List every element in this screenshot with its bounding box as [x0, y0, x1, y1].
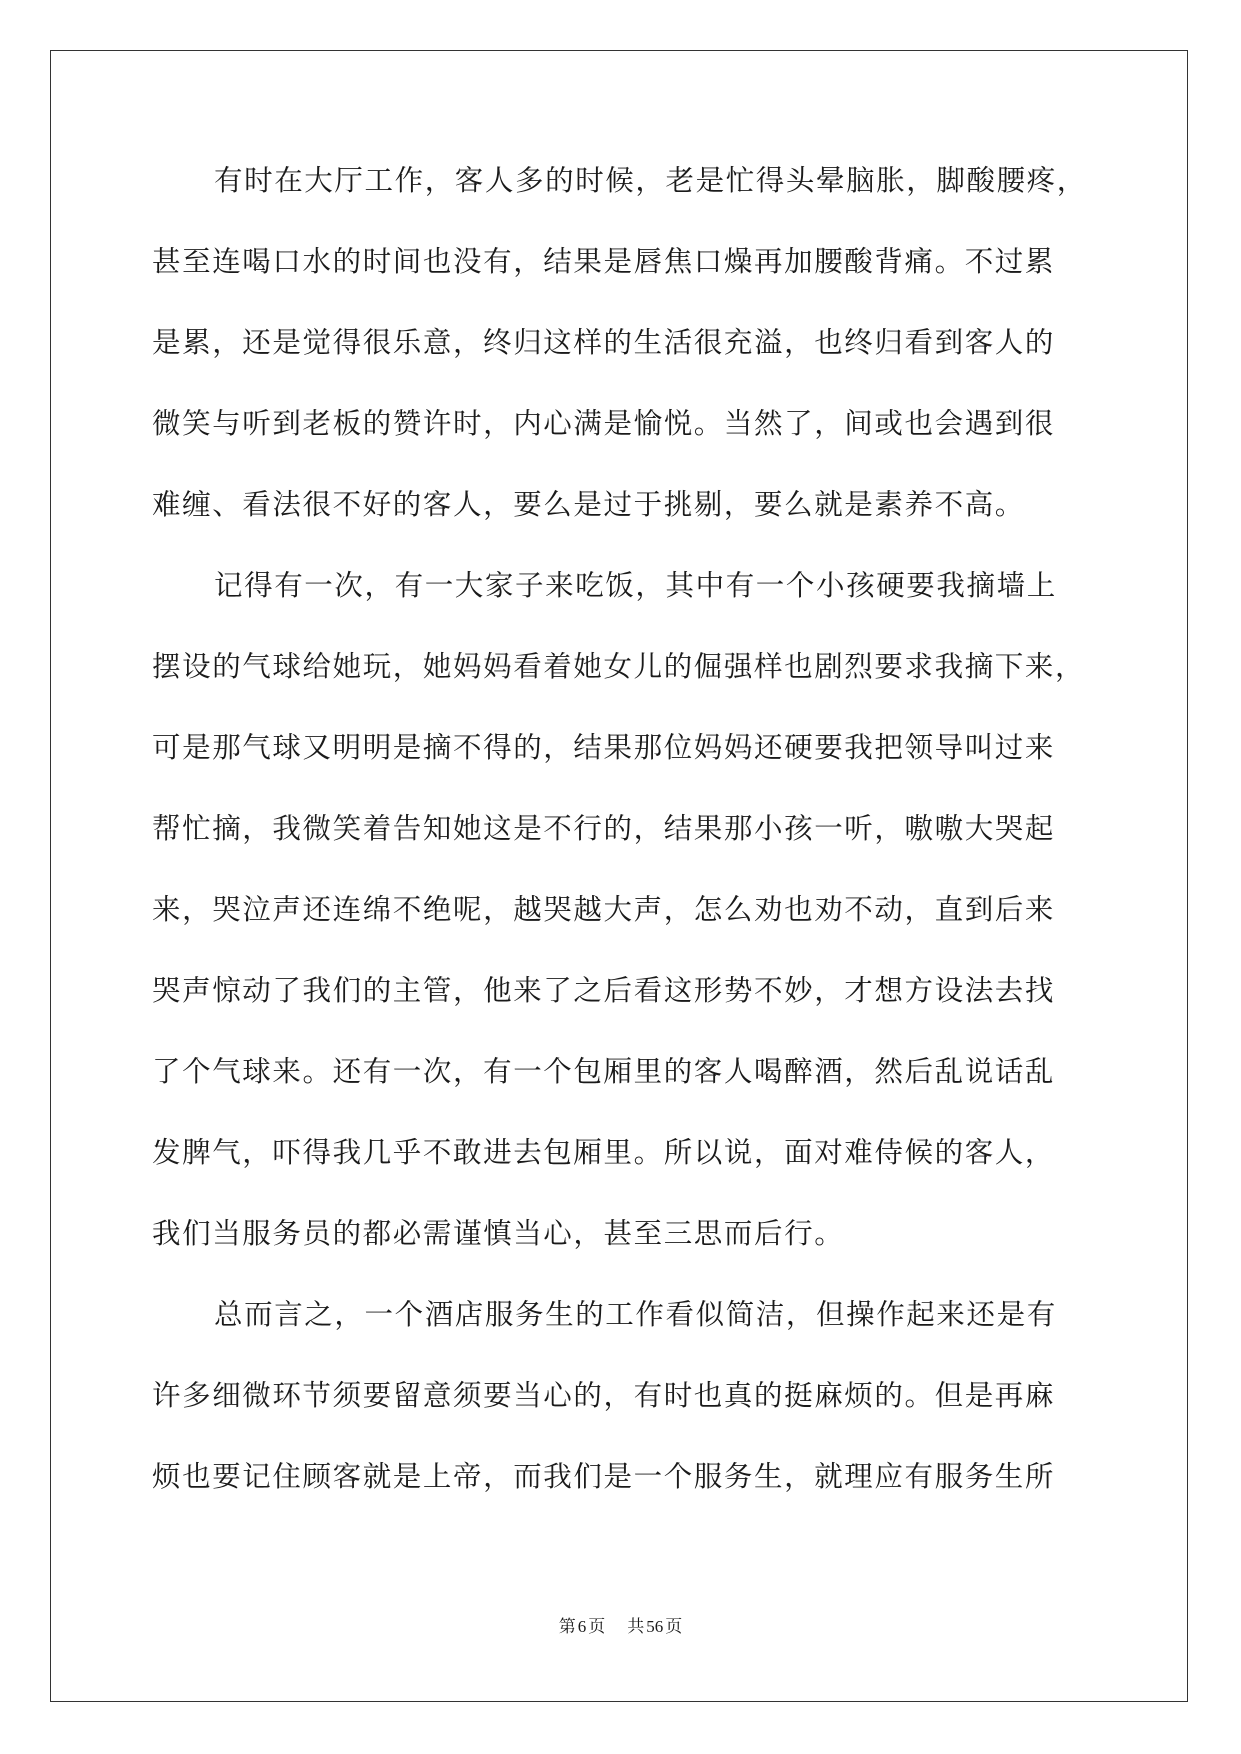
text-line: 是累，还是觉得很乐意，终归这样的生活很充溢，也终归看到客人的: [152, 326, 1056, 359]
document-body: [152, 161, 1092, 1538]
text-line: 微笑与听到老板的赞许时，内心满是愉悦。当然了，间或也会遇到很: [152, 407, 1056, 440]
text-line: 可是那气球又明明是摘不得的，结果那位妈妈还硬要我把领导叫过来: [152, 731, 1056, 764]
text-line: 哭声惊动了我们的主管，他来了之后看这形势不妙，才想方设法去找: [152, 974, 1056, 1007]
text-line: 许多细微环节须要留意须要当心的，有时也真的挺麻烦的。但是再麻: [152, 1379, 1056, 1412]
page-suffix: 页: [588, 1617, 606, 1636]
text-line: 发脾气，吓得我几乎不敢进去包厢里。所以说，面对难侍候的客人，: [152, 1136, 1056, 1169]
text-line: 有时在大厅工作，客人多的时候，老是忙得头晕脑胀，脚酸腰疼，: [214, 164, 1087, 197]
total-pages: 56: [646, 1617, 664, 1636]
total-prefix: 共: [627, 1617, 645, 1636]
text-line: 我们当服务员的都必需谨慎当心，甚至三思而后行。: [152, 1217, 845, 1250]
total-suffix: 页: [665, 1617, 683, 1636]
text-line: 摆设的气球给她玩，她妈妈看着她女儿的倔强样也剧烈要求我摘下来，: [152, 650, 1086, 683]
page-footer: [0, 1612, 1241, 1637]
text-line: 难缠、看法很不好的客人，要么是过于挑剔，要么就是素养不高。: [152, 488, 1025, 521]
text-line: 了个气球来。还有一次，有一个包厢里的客人喝醉酒，然后乱说话乱: [152, 1055, 1056, 1088]
text-line: 烦也要记住顾客就是上帝，而我们是一个服务生，就理应有服务生所: [152, 1460, 1056, 1493]
text-line: 帮忙摘，我微笑着告知她这是不行的，结果那小孩一听，嗷嗷大哭起: [152, 812, 1056, 845]
text-line: 甚至连喝口水的时间也没有，结果是唇焦口燥再加腰酸背痛。不过累: [152, 245, 1056, 278]
page-number: 6: [577, 1617, 587, 1636]
text-line: 总而言之，一个酒店服务生的工作看似简洁，但操作起来还是有: [214, 1298, 1057, 1331]
text-line: 记得有一次，有一大家子来吃饭，其中有一个小孩硬要我摘墙上: [214, 569, 1057, 602]
page-prefix: 第: [558, 1617, 576, 1636]
text-line: 来，哭泣声还连绵不绝呢，越哭越大声，怎么劝也劝不动，直到后来: [152, 893, 1056, 926]
